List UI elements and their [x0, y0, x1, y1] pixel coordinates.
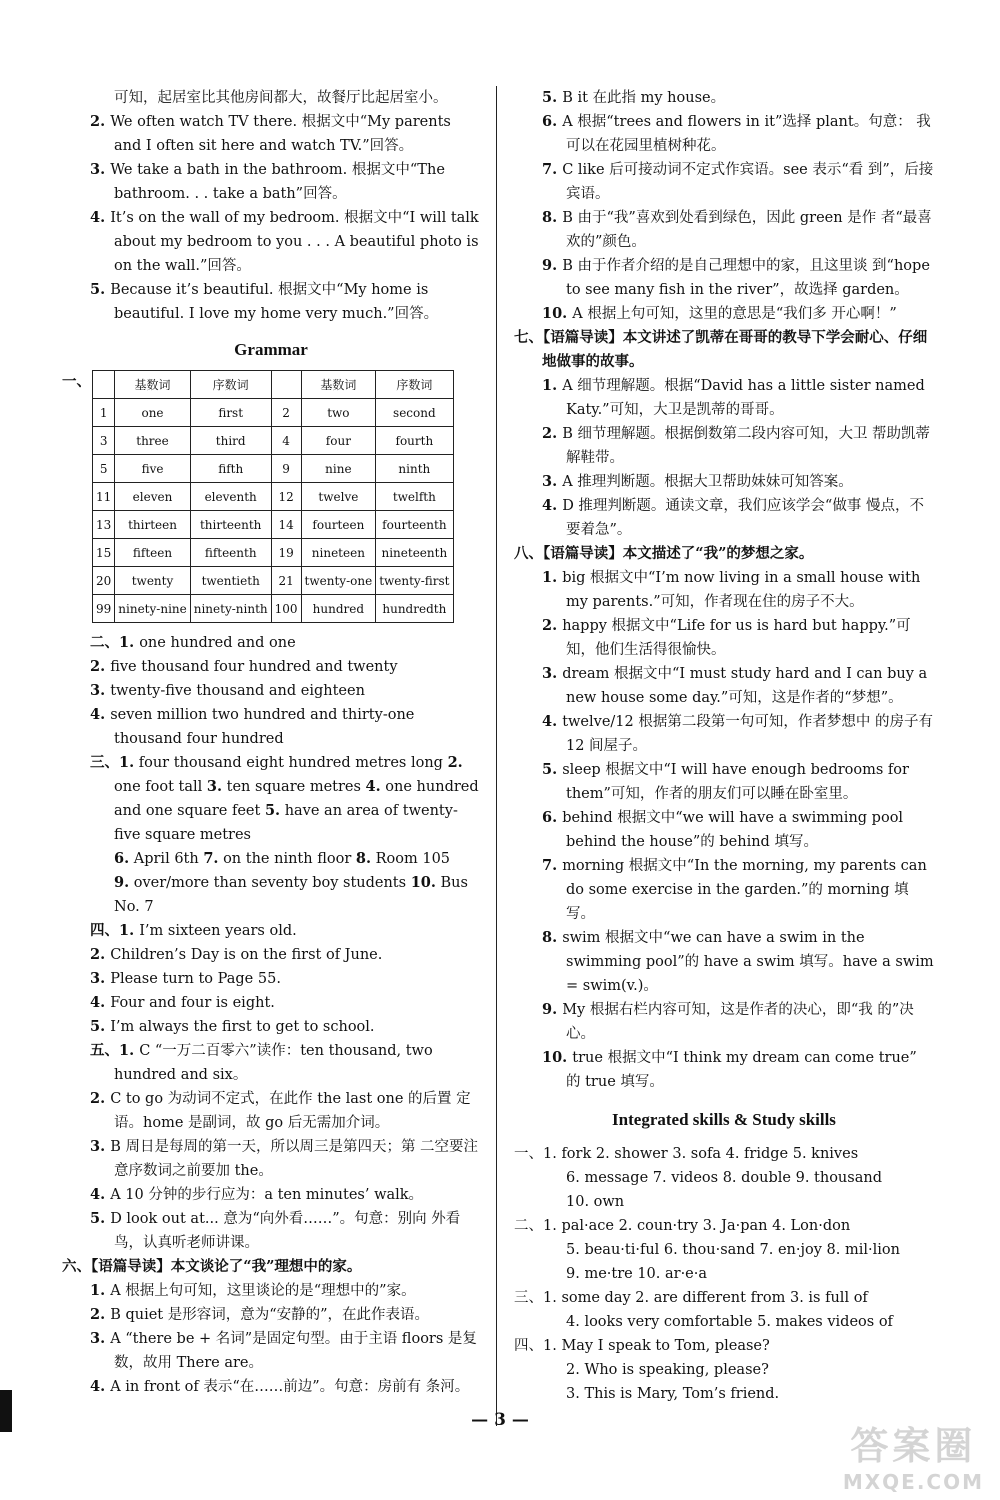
- item-number: 4.: [90, 1378, 111, 1395]
- table-cell: fourteen: [301, 511, 376, 539]
- answer-line: 10. own: [566, 1194, 625, 1210]
- item-number: 6.: [542, 113, 563, 130]
- column-divider: [496, 86, 497, 1426]
- item-text: B 细节理解题。根据倒数第二段内容可知，大卫 帮助凯蒂解鞋带。: [562, 426, 931, 466]
- item-number: 5.: [90, 1018, 111, 1035]
- answer-line: 4. looks very comfortable 5. makes videos of: [566, 1314, 893, 1330]
- item-number: 10.: [410, 874, 436, 891]
- answer-item: [62, 1207, 480, 1255]
- answer-item: [62, 871, 480, 919]
- item-text: A 根据上句可知，这里的意思是“我们多 开心啊！”: [572, 306, 897, 322]
- table-cell: ninety-ninth: [190, 595, 271, 623]
- item-text: behind 根据文中“we will have a swimming pool behind the house”的 behind 填写。: [562, 810, 904, 850]
- table-header-cell: 序数词: [376, 371, 453, 399]
- item-text: over/more than seventy boy students: [133, 875, 407, 891]
- item-number: 8.: [542, 929, 563, 946]
- table-cell: twelfth: [376, 483, 453, 511]
- item-number: 6.: [542, 809, 563, 826]
- table-cell: 20: [93, 567, 115, 595]
- table-header-cell: [93, 371, 115, 399]
- item-number: 4.: [90, 1186, 111, 1203]
- answer-item: [62, 1303, 480, 1327]
- item-number: 8.: [542, 209, 563, 226]
- answer-item: [62, 278, 480, 326]
- page-number: — 3 —: [471, 1410, 529, 1430]
- section-head: 七、【语篇导读】本文讲述了凯蒂在哥哥的教导下学会耐心、仔细地做事的故事。: [514, 329, 928, 370]
- item-text: one foot: [114, 779, 174, 795]
- item-text: A 推理判断题。根据大卫帮助妹妹可知答案。: [562, 474, 853, 490]
- table-cell: twelve: [301, 483, 376, 511]
- item-text: Children’s Day is on the first of June.: [110, 947, 383, 963]
- table-cell: fifteenth: [190, 539, 271, 567]
- answer-item: [514, 110, 934, 158]
- answer-item: [514, 86, 934, 110]
- item-text: have an area of twenty-five square metres: [114, 803, 458, 843]
- table-row: [93, 483, 454, 511]
- table-cell: two: [301, 399, 376, 427]
- table-cell: 2: [271, 399, 301, 427]
- table-cell: twenty-one: [301, 567, 376, 595]
- item-text: sleep 根据文中“I will have enough bedrooms for them”可知，作者的朋友们可以睡在卧室里。: [562, 762, 909, 802]
- item-text: square feet: [177, 803, 261, 819]
- answer-line: 四、1. May I speak to Tom, please?: [514, 1338, 770, 1354]
- answer-item: [514, 470, 934, 494]
- item-text: C like 后可接动词不定式作宾语。see 表示“看 到”，后接宾语。: [562, 162, 934, 202]
- section-head: 八、【语篇导读】本文描述了“我”的梦想之家。: [514, 545, 814, 562]
- table-cell: ninety-nine: [115, 595, 190, 623]
- watermark-bottom: MXQE.COM: [842, 1470, 984, 1494]
- item-number: 9.: [542, 1001, 563, 1018]
- item-text: Four and four is eight.: [110, 995, 275, 1011]
- item-text: one hundred and one: [139, 635, 296, 651]
- table-header-cell: 基数词: [115, 371, 190, 399]
- table-cell: 15: [93, 539, 115, 567]
- table-cell: 21: [271, 567, 301, 595]
- item-number: 4.: [90, 706, 111, 723]
- table-cell: 13: [93, 511, 115, 539]
- item-number: 10.: [542, 305, 573, 322]
- item-number: 三、1.: [90, 754, 135, 771]
- item-text: dream 根据文中“I must study hard and I can buy a new house some day.”可知，这是作者的“梦想”。: [562, 666, 928, 706]
- item-number: 2.: [447, 754, 463, 771]
- table-header-cell: [271, 371, 301, 399]
- table-cell: thirteen: [115, 511, 190, 539]
- table-cell: twenty-first: [376, 567, 453, 595]
- answer-line: 6. message 7. videos 8. double 9. thousand: [566, 1170, 882, 1186]
- watermark-top: 答案圈: [850, 1424, 977, 1468]
- answer-item: [62, 158, 480, 206]
- item-text: A 根据上句可知，这里谈论的是“理想中的”家。: [110, 1283, 416, 1299]
- table-cell: third: [190, 427, 271, 455]
- item-text: four thousand eight hundred metres long: [138, 755, 443, 771]
- table-cell: twentieth: [190, 567, 271, 595]
- item-number: 1.: [542, 569, 563, 586]
- item-text: one hundred and one: [114, 779, 479, 819]
- table-cell: 12: [271, 483, 301, 511]
- answer-line: 9. me·tre 10. ar·e·a: [566, 1266, 708, 1282]
- table-row: [93, 511, 454, 539]
- table-cell: fifteen: [115, 539, 190, 567]
- item-number: 4.: [542, 497, 563, 514]
- answer-item: [514, 422, 934, 470]
- answer-item: [62, 655, 480, 679]
- item-number: 3.: [90, 1138, 111, 1155]
- answer-line: 一、1. fork 2. shower 3. sofa 4. fridge 5. knives: [514, 1146, 859, 1162]
- table-cell: 3: [93, 427, 115, 455]
- answer-item: [62, 991, 480, 1015]
- item-number: 6.: [114, 850, 130, 867]
- item-text: morning 根据文中“In the morning, my parents can do some exercise in the garden.”的 morning 填写。: [562, 858, 927, 922]
- table-cell: ninth: [376, 455, 453, 483]
- item-number: 3.: [90, 682, 111, 699]
- item-text: D 推理判断题。通读文章，我们应该学会“做事 慢点，不要着急”。: [562, 498, 924, 538]
- item-number: 4.: [365, 778, 381, 795]
- item-text: true 根据文中“I think my dream can come true” 的 true 填写。: [566, 1050, 917, 1090]
- watermark-logo: [843, 1415, 984, 1494]
- item-text: happy 根据文中“Life for us is hard but happy.”可 知，他们生活得很愉快。: [562, 618, 911, 658]
- answer-line: 3. This is Mary, Tom’s friend.: [566, 1386, 780, 1402]
- item-number: 8.: [355, 850, 372, 867]
- answer-item: [62, 1279, 480, 1303]
- item-number: 3.: [542, 473, 563, 490]
- answer-item: [62, 1015, 480, 1039]
- answer-item: [514, 926, 934, 998]
- answer-item: [62, 943, 480, 967]
- answer-item: [514, 494, 934, 542]
- table-cell: eleventh: [190, 483, 271, 511]
- item-number: 4.: [542, 713, 563, 730]
- answer-item: [62, 1375, 480, 1399]
- item-number: 2.: [90, 1090, 111, 1107]
- item-text: B 由于“我”喜欢到处看到绿色，因此 green 是作 者“最喜欢的”颜色。: [562, 210, 932, 250]
- item-text: B 周日是每周的第一天，所以周三是第四天；第 二空要注意序数词之前要加 the。: [110, 1139, 479, 1179]
- item-number: 10.: [542, 1049, 573, 1066]
- section-head: 六、【语篇导读】本文谈论了“我”理想中的家。: [62, 1258, 362, 1275]
- item-number: 7.: [203, 850, 219, 867]
- item-number: 5.: [542, 761, 563, 778]
- table-cell: 100: [271, 595, 301, 623]
- item-text: A 细节理解题。根据“David has a little sister named Katy.”可知，大卫是凯蒂的哥哥。: [562, 378, 925, 418]
- item-text: C to go 为动词不定式，在此作 the last one 的后置 定语。home 是副词，故 go 后无需加介词。: [110, 1091, 471, 1131]
- item-number: 四、1.: [90, 922, 140, 939]
- item-number: 5.: [90, 281, 111, 298]
- item-number: 4.: [90, 209, 111, 226]
- item-text: We often watch TV there. 根据文中“My parents and I often sit here and watch TV.”回答。: [110, 114, 451, 154]
- item-number: 2.: [90, 113, 111, 130]
- item-number: 5.: [90, 1210, 111, 1227]
- item-number: 7.: [542, 857, 563, 874]
- answer-item: [514, 1046, 934, 1094]
- item-number: 2.: [90, 1306, 111, 1323]
- item-text: seven million two hundred and thirty-one thousand four hundred: [110, 707, 415, 747]
- numbers-table-wrap: [62, 370, 480, 623]
- answer-item: [514, 758, 934, 806]
- item-text: Because it’s beautiful. 根据文中“My home is beautiful. I love my home very much.”回答。: [110, 282, 439, 322]
- table-cell: five: [115, 455, 190, 483]
- table-cell: 99: [93, 595, 115, 623]
- answer-item: [62, 703, 480, 751]
- table-cell: 4: [271, 427, 301, 455]
- item-text: A 10 分钟的步行应为：a ten minutes’ walk。: [110, 1187, 424, 1203]
- table-cell: thirteenth: [190, 511, 271, 539]
- table-cell: 19: [271, 539, 301, 567]
- item-text: on the ninth floor: [223, 851, 352, 867]
- item-number: 2.: [90, 658, 111, 675]
- table-header-cell: 序数词: [190, 371, 271, 399]
- table-cell: 11: [93, 483, 115, 511]
- item-text: We take a bath in the bathroom. 根据文中“The bathroom. . . take a bath”回答。: [110, 162, 445, 202]
- answer-item: [514, 302, 934, 326]
- item-number: 9.: [542, 257, 563, 274]
- item-text: tall: [178, 779, 203, 795]
- answer-item: [62, 751, 480, 847]
- answer-item: [62, 847, 480, 871]
- item-text: five thousand four hundred and twenty: [110, 659, 398, 675]
- answer-item: [62, 679, 480, 703]
- table-cell: first: [190, 399, 271, 427]
- item-number: 1.: [542, 377, 563, 394]
- item-text: April 6th: [133, 851, 199, 867]
- table-cell: hundredth: [376, 595, 453, 623]
- item-number: 9.: [114, 874, 130, 891]
- item-text: C “一万二百零六”读作：ten thousand, two hundred and six。: [114, 1043, 433, 1083]
- table-row: [93, 455, 454, 483]
- answer-item: [514, 206, 934, 254]
- answer-item: [62, 631, 480, 655]
- table-cell: 14: [271, 511, 301, 539]
- item-text: My 根据右栏内容可知，这是作者的决心，即“我 的”决心。: [562, 1002, 914, 1042]
- table-row: [93, 427, 454, 455]
- answer-item: [514, 614, 934, 662]
- item-number: 7.: [542, 161, 563, 178]
- answer-item: [62, 206, 480, 278]
- item-number: 2.: [542, 425, 563, 442]
- answer-item: [62, 919, 480, 943]
- answer-item: [62, 1327, 480, 1375]
- answer-item: [62, 1135, 480, 1183]
- item-text: I’m always the first to get to school.: [110, 1019, 375, 1035]
- item-number: 5.: [264, 802, 281, 819]
- item-number: 3.: [90, 1330, 111, 1347]
- answer-item: [514, 710, 934, 758]
- answer-item: [62, 1087, 480, 1135]
- table-cell: nine: [301, 455, 376, 483]
- item-number: 2.: [90, 946, 111, 963]
- table-cell: eleven: [115, 483, 190, 511]
- intro-text: 可知，起居室比其他房间都大，故餐厅比起居室小。: [114, 90, 448, 106]
- item-number: 二、1.: [90, 634, 140, 651]
- item-text: I’m sixteen years old.: [139, 923, 297, 939]
- table-header-cell: 基数词: [301, 371, 376, 399]
- table-cell: fourteenth: [376, 511, 453, 539]
- answer-item: [514, 806, 934, 854]
- table-row: [93, 595, 454, 623]
- answer-item: [514, 662, 934, 710]
- table-cell: four: [301, 427, 376, 455]
- table-header-row: [93, 371, 454, 399]
- numbers-table: [92, 370, 454, 623]
- item-text: Room 105: [375, 851, 451, 867]
- answer-item: [62, 967, 480, 991]
- table-cell: second: [376, 399, 453, 427]
- item-text: swim 根据文中“we can have a swim in the swimming pool”的 have a swim 填写。have a swim = swim(v.)。: [562, 930, 934, 994]
- answer-line: 三、1. some day 2. are different from 3. is full of: [514, 1290, 868, 1306]
- table-row: [93, 539, 454, 567]
- table-cell: one: [115, 399, 190, 427]
- table-cell: hundred: [301, 595, 376, 623]
- item-number: 五、1.: [90, 1042, 140, 1059]
- item-text: B 由于作者介绍的是自己理想中的家，且这里谈 到“hope to see many fish in the river”，故选择 garden。: [562, 258, 930, 298]
- item-number: 3.: [206, 778, 223, 795]
- answer-item: [514, 566, 934, 614]
- table-row: [93, 567, 454, 595]
- answer-item: [62, 1039, 480, 1087]
- item-text: A 根据“trees and flowers in it”选择 plant。句意： 我可以在花园里植树种花。: [562, 114, 931, 154]
- table-cell: nineteenth: [376, 539, 453, 567]
- table-cell: fifth: [190, 455, 271, 483]
- item-number: 4.: [90, 994, 111, 1011]
- table-cell: 5: [93, 455, 115, 483]
- item-text: A in front of 表示“在……前边”。句意：房前有 条河。: [110, 1379, 470, 1395]
- item-text: Bus No. 7: [114, 875, 468, 915]
- answer-item: [514, 854, 934, 926]
- item-text: ten square metres: [226, 779, 361, 795]
- table-label: 一、: [62, 373, 91, 390]
- right-column: [514, 86, 934, 1406]
- answer-item: [514, 998, 934, 1046]
- answer-item: [514, 374, 934, 422]
- item-number: 5.: [542, 89, 563, 106]
- item-text: B quiet 是形容词，意为“安静的”，在此作表语。: [110, 1307, 430, 1323]
- item-number: 2.: [542, 617, 563, 634]
- item-number: 1.: [90, 1282, 111, 1299]
- item-text: twelve/12 根据第二段第一句可知，作者梦想中 的房子有 12 间屋子。: [562, 714, 933, 754]
- section-title-skills: Integrated skills & Study skills: [612, 1110, 836, 1129]
- left-column: [62, 86, 480, 1399]
- answer-line: 2. Who is speaking, please?: [566, 1362, 769, 1378]
- table-cell: three: [115, 427, 190, 455]
- table-cell: fourth: [376, 427, 453, 455]
- table-cell: 1: [93, 399, 115, 427]
- item-text: Please turn to Page 55.: [110, 971, 281, 987]
- answer-item: [62, 1183, 480, 1207]
- answer-line: 5. beau·ti·ful 6. thou·sand 7. en·joy 8. mil·lion: [566, 1242, 900, 1258]
- item-number: 3.: [542, 665, 563, 682]
- item-number: 3.: [90, 161, 111, 178]
- item-text: D look out at... 意为“向外看……”。句意：别向 外看鸟，认真听老师讲课。: [110, 1211, 461, 1251]
- answer-item: [514, 254, 934, 302]
- table-row: [93, 399, 454, 427]
- item-text: twenty-five thousand and eighteen: [110, 683, 365, 699]
- table-cell: twenty: [115, 567, 190, 595]
- table-cell: nineteen: [301, 539, 376, 567]
- answer-line: 二、1. pal·ace 2. coun·try 3. Ja·pan 4. Lon·don: [514, 1218, 851, 1234]
- item-text: big 根据文中“I’m now living in a small house with my parents.”可知，作者现在住的房子不大。: [562, 570, 921, 610]
- section-title-grammar: Grammar: [234, 340, 308, 359]
- answer-item: [514, 158, 934, 206]
- item-text: It’s on the wall of my bedroom. 根据文中“I will talk about my bedroom to you . . . A beautiful photo is on the wall.”回答。: [110, 210, 479, 274]
- item-text: A “there be + 名词”是固定句型。由于主语 floors 是复数，故用 There are。: [110, 1331, 477, 1371]
- item-number: 3.: [90, 970, 111, 987]
- table-cell: 9: [271, 455, 301, 483]
- answer-item: [62, 110, 480, 158]
- item-text: B it 在此指 my house。: [562, 90, 726, 106]
